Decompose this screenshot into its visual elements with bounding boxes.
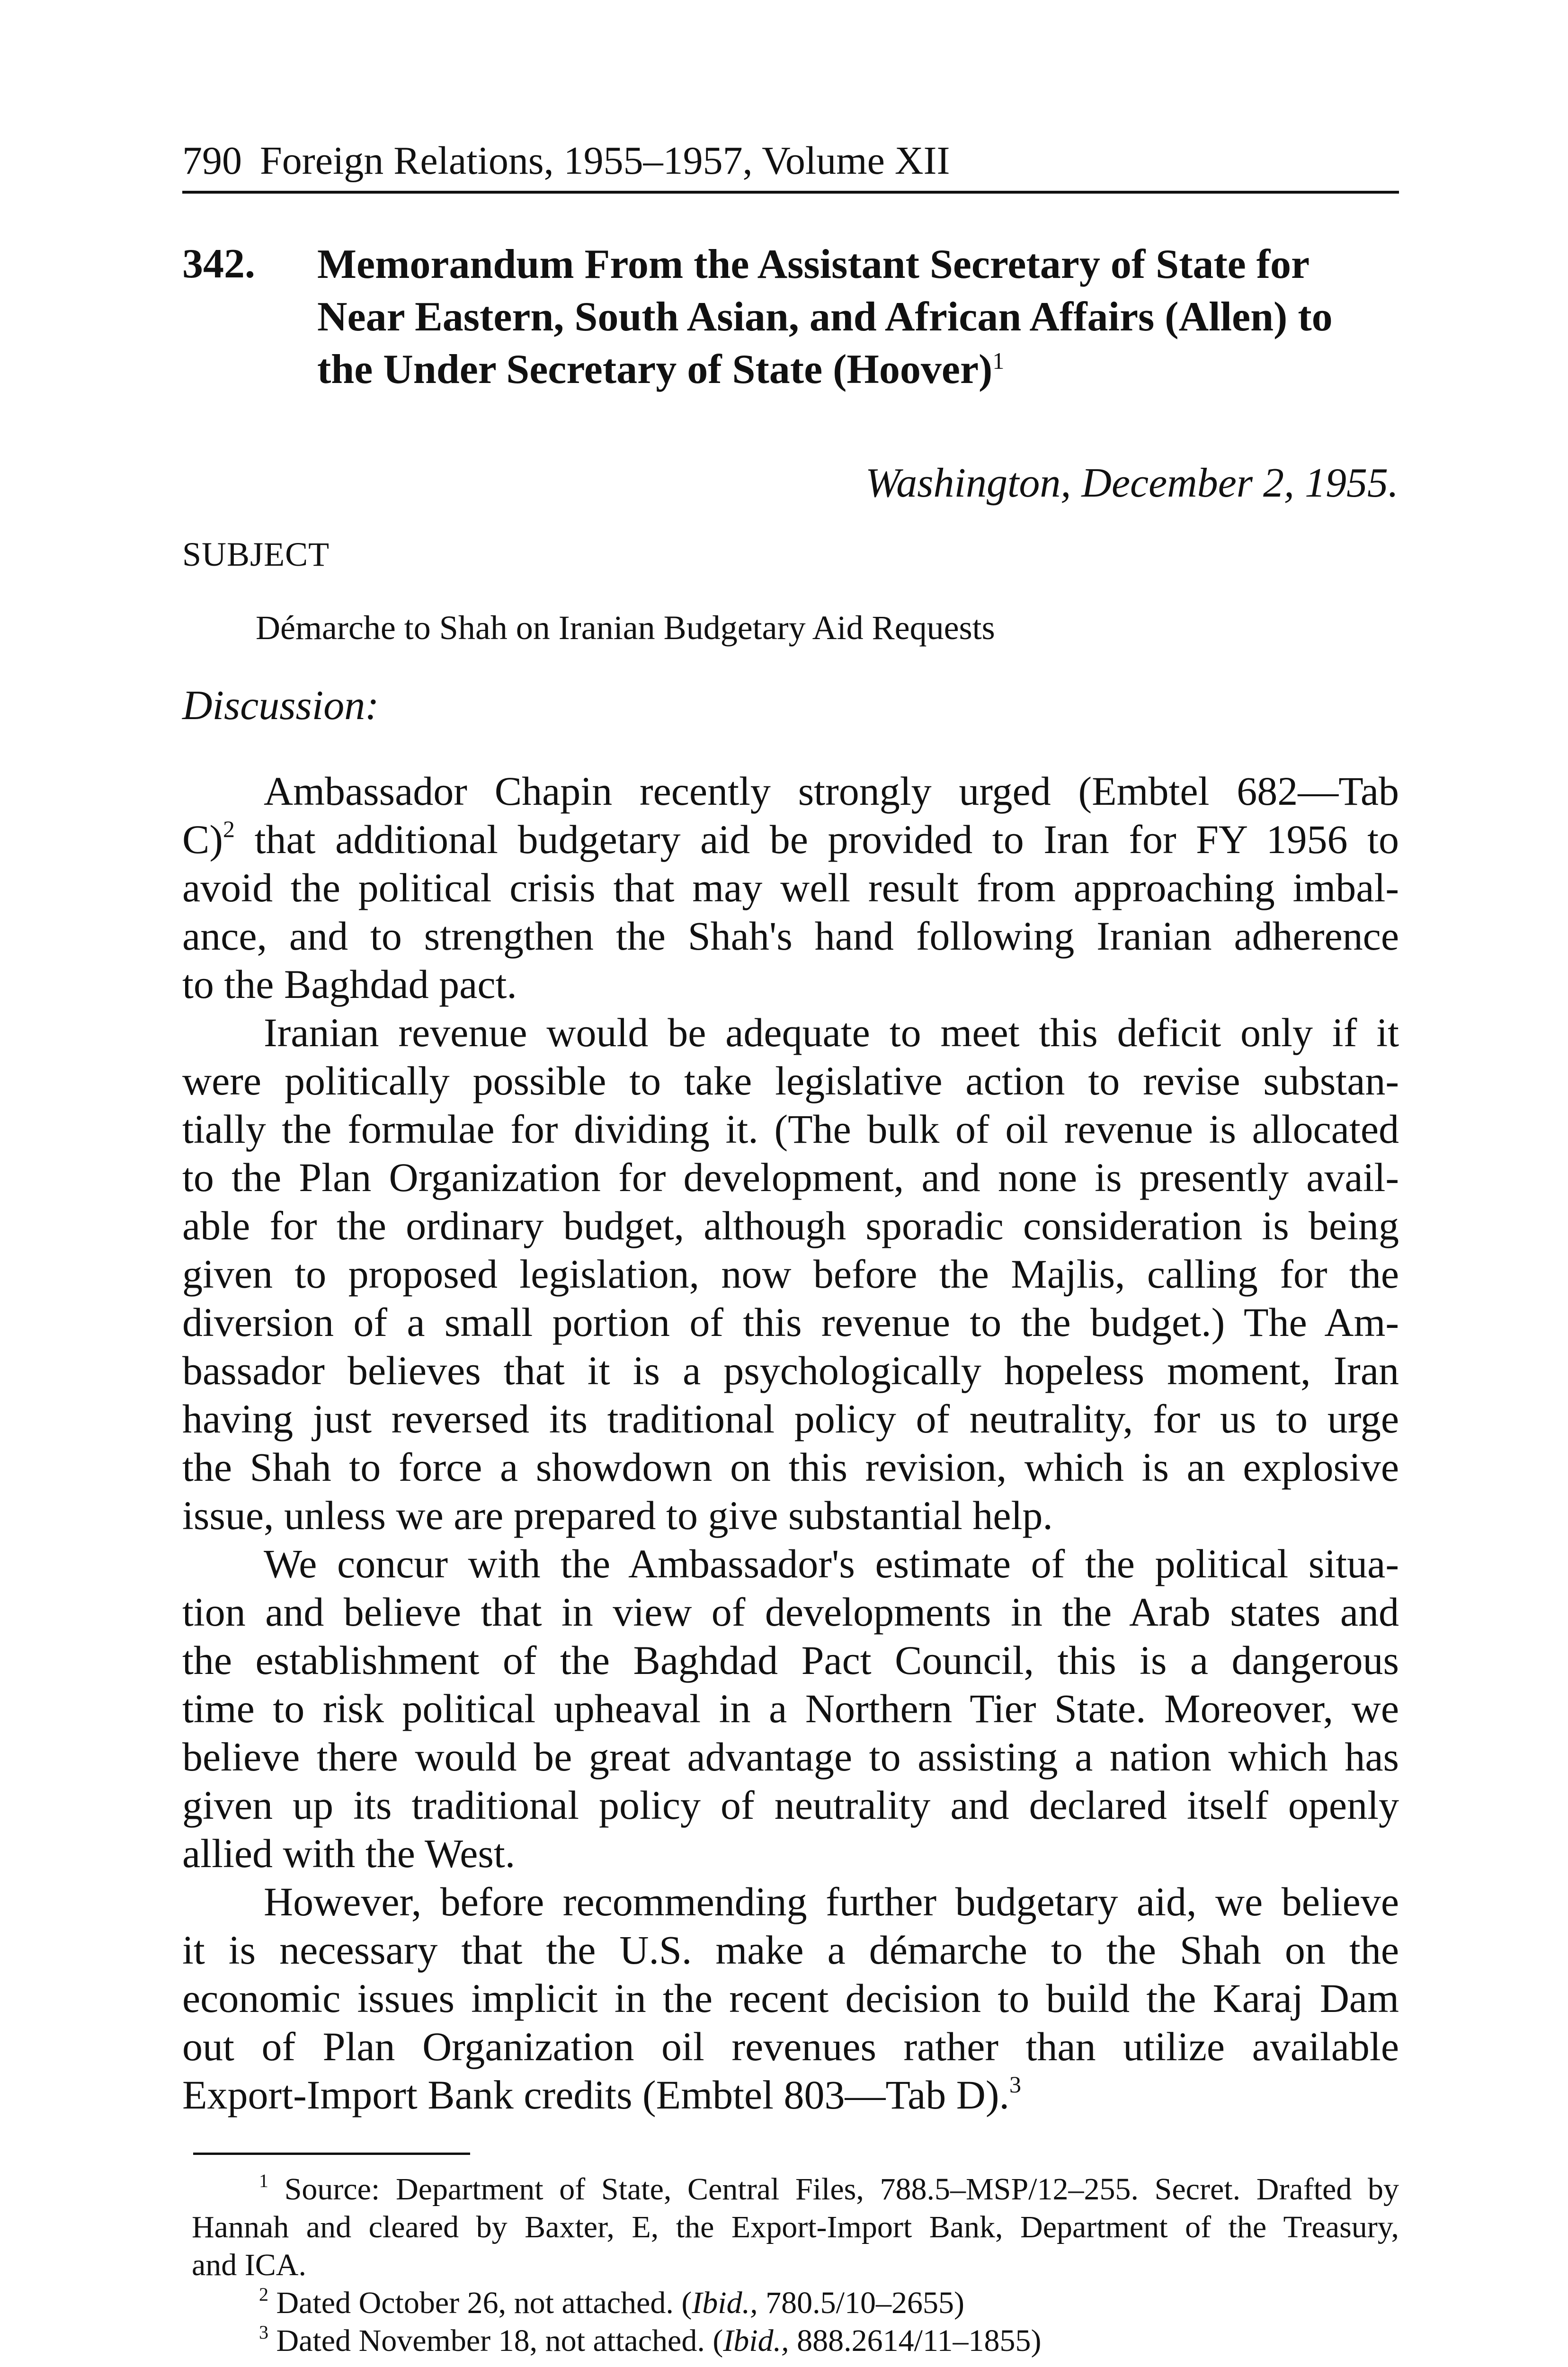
text-line: to the Baghdad pact. — [182, 961, 517, 1007]
subject-label: SUBJECT — [182, 535, 330, 573]
footnote-marker: 1 — [259, 2170, 268, 2191]
footnote-text: Dated October 26, not attached. ( — [276, 2286, 692, 2320]
footnotes — [192, 2171, 1399, 2360]
text-fragment: that additional budgetary aid be provided to Iran for FY 1956 to — [235, 817, 1399, 862]
paragraph-1 — [182, 767, 1399, 1008]
text-line: time to risk political upheaval in a Northern Tier State. Moreover, we — [182, 1686, 1399, 1731]
footnote-ref-3: 3 — [1009, 2071, 1022, 2098]
footnote-marker: 3 — [259, 2322, 268, 2343]
footnote-ibid: Ibid., — [723, 2323, 789, 2358]
text-line: However, before recommending further budgetary aid, we believe — [264, 1879, 1399, 1924]
text-line: given up its traditional policy of neutrality and declared itself openly — [182, 1782, 1399, 1828]
page-number: 790 — [182, 139, 242, 183]
running-head — [182, 137, 1399, 185]
text-fragment: Export-Import Bank credits (Embtel 803—Tab D). — [182, 2072, 1010, 2118]
text-line: We concur with the Ambassador's estimate of the political situa- — [264, 1541, 1399, 1586]
text-line: out of Plan Organization oil revenues rather than utilize available — [182, 2024, 1399, 2069]
discussion-label: Discussion: — [182, 683, 379, 729]
text-line: bassador believes that it is a psychologically hopeless moment, Iran — [182, 1348, 1399, 1393]
footnote-line: Hannah and cleared by Baxter, E, the Export-Import Bank, Department of the Treasury, — [192, 2210, 1399, 2244]
text-line: allied with the West. — [182, 1831, 516, 1876]
book-title: Foreign Relations, 1955–1957, Volume XII — [260, 139, 950, 183]
title-line-text: the Under Secretary of State (Hoover) — [317, 347, 993, 392]
footnote-line — [192, 2284, 1399, 2322]
text-line — [182, 815, 1399, 863]
text-line: the establishment of the Baghdad Pact Council, this is a dangerous — [182, 1637, 1399, 1683]
text-line: were politically possible to take legislative action to revise substan- — [182, 1058, 1399, 1103]
text-line: economic issues implicit in the recent decision to build the Karaj Dam — [182, 1975, 1399, 2021]
footnote-ref-1: 1 — [992, 347, 1005, 374]
text-line: Ambassador Chapin recently strongly urged (Embtel 682—Tab — [264, 768, 1399, 814]
title-line: Near Eastern, South Asian, and African Affairs (Allen) to — [317, 294, 1333, 340]
body-text — [182, 767, 1399, 2119]
footnote-2 — [192, 2284, 1399, 2322]
text-line: believe there would be great advantage to assisting a nation which has — [182, 1734, 1399, 1780]
footnote-ibid: Ibid., — [692, 2286, 758, 2320]
text-line: to the Plan Organization for development, and none is presently avail- — [182, 1155, 1399, 1200]
footnote-3 — [192, 2322, 1399, 2360]
footnote-line — [192, 2322, 1399, 2360]
text-line: ance, and to strengthen the Shah's hand following Iranian adherence — [182, 913, 1399, 959]
footnote-marker: 2 — [259, 2284, 268, 2305]
text-line: given to proposed legislation, now before the Majlis, calling for the — [182, 1251, 1399, 1297]
text-line: Iranian revenue would be adequate to meet this deficit only if it — [264, 1010, 1399, 1055]
title-line — [317, 343, 1406, 396]
text-line: issue, unless we are prepared to give substantial help. — [182, 1493, 1053, 1538]
subject-text: Démarche to Shah on Iranian Budgetary Aid Requests — [256, 609, 995, 647]
text-line: avoid the political crisis that may well result from approaching imbal- — [182, 865, 1399, 910]
paragraph-2 — [182, 1008, 1399, 1539]
footnote-1 — [192, 2171, 1399, 2284]
text-line: tially the formulae for dividing it. (The bulk of oil revenue is allocated — [182, 1106, 1399, 1152]
text-line: diversion of a small portion of this revenue to the budget.) The Am- — [182, 1299, 1399, 1345]
header-rule — [182, 191, 1399, 194]
text-line: the Shah to force a showdown on this revision, which is an explosive — [182, 1444, 1399, 1490]
footnote-ref-2: 2 — [223, 816, 235, 842]
text-line: able for the ordinary budget, although sporadic consideration is being — [182, 1203, 1399, 1248]
document-number: 342. — [182, 241, 255, 287]
title-line: Memorandum From the Assistant Secretary of State for — [317, 241, 1310, 287]
footnote-text: 888.2614/11–1855) — [789, 2323, 1042, 2358]
text-line: it is necessary that the U.S. make a démarche to the Shah on the — [182, 1927, 1399, 1973]
paragraph-4 — [182, 1878, 1399, 2119]
footnote-text: Dated November 18, not attached. ( — [276, 2323, 723, 2358]
dateline: Washington, December 2, 1955. — [865, 460, 1399, 506]
text-line: having just reversed its traditional policy of neutrality, for us to urge — [182, 1396, 1399, 1442]
footnote-text: 780.5/10–2655) — [757, 2286, 964, 2320]
text-line — [182, 2071, 1399, 2119]
footnote-text: Source: Department of State, Central Files, 788.5–MSP/12–255. Secret. Drafted by — [284, 2172, 1399, 2207]
text-fragment: C) — [182, 817, 223, 862]
paragraph-3 — [182, 1539, 1399, 1878]
text-line: tion and believe that in view of developments in the Arab states and — [182, 1589, 1399, 1635]
document-title — [317, 238, 1406, 396]
footnote-rule — [193, 2153, 470, 2155]
footnote-line: and ICA. — [192, 2248, 306, 2282]
footnote-line — [192, 2171, 1399, 2208]
